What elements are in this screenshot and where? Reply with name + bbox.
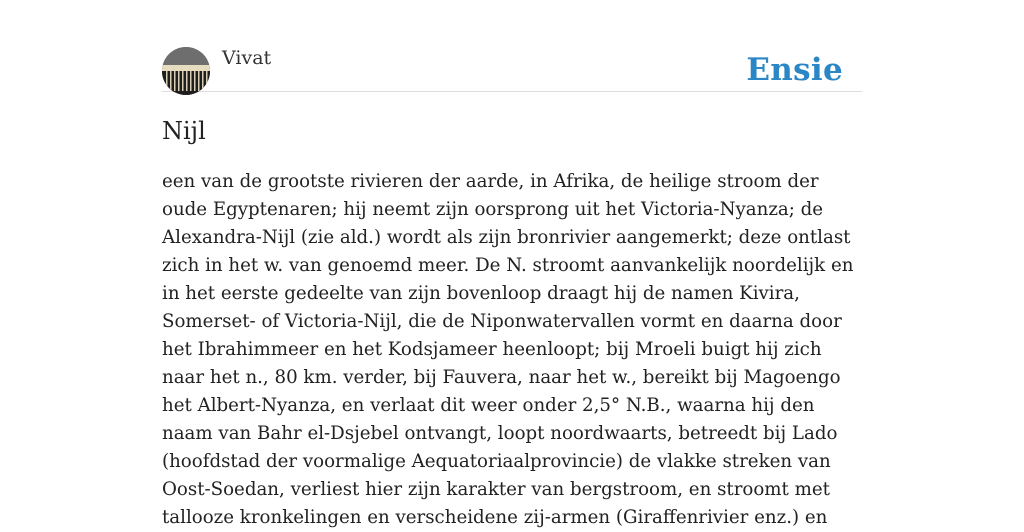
author-avatar[interactable] — [162, 47, 210, 95]
bookshelf-avatar-icon — [162, 47, 210, 95]
author-name[interactable]: Vivat — [222, 47, 272, 69]
article-title: Nijl — [162, 117, 206, 145]
brand-logo[interactable]: Ensie — [746, 52, 843, 88]
article-body: een van de grootste rivieren der aarde, in Afrika, de heilige stroom der oude Egyptenaren; hij neemt zijn oorsprong uit het Victoria-Nyanza; de Alexandra-Nijl (zie ald.) wordt als zijn bronrivier aangemerkt; deze ontlast zich in het w. van genoemd meer. De N. stroomt aanvankelijk noordelijk en in het eerste gedeelte van zijn bovenloop draagt hij de namen Kivira, Somerset- of Victoria-Nijl, die de Niponwatervallen vormt en daarna door het Ibrahimmeer en het Kodsjameer heenloopt; bij Mroeli buigt hij zich naar het n., 80 km. verder, bij Fauvera, naar het w., bereikt bij Magoengo het Albert-Nyanza, en verlaat dit weer onder 2,5° N.B., waarna hij den naam van Bahr el-Dsjebel ontvangt, loopt noordwaarts, betreedt bij Lado (hoofdstad der voormalige Aequatoriaalprovincie) de vlakke streken van Oost-Soedan, verliest hier zijn karakter van bergstroom, en stroomt met tallooze kronkelingen en verscheidene zij-armen (Giraffenrivier enz.) en — [162, 171, 854, 528]
header — [162, 46, 862, 92]
